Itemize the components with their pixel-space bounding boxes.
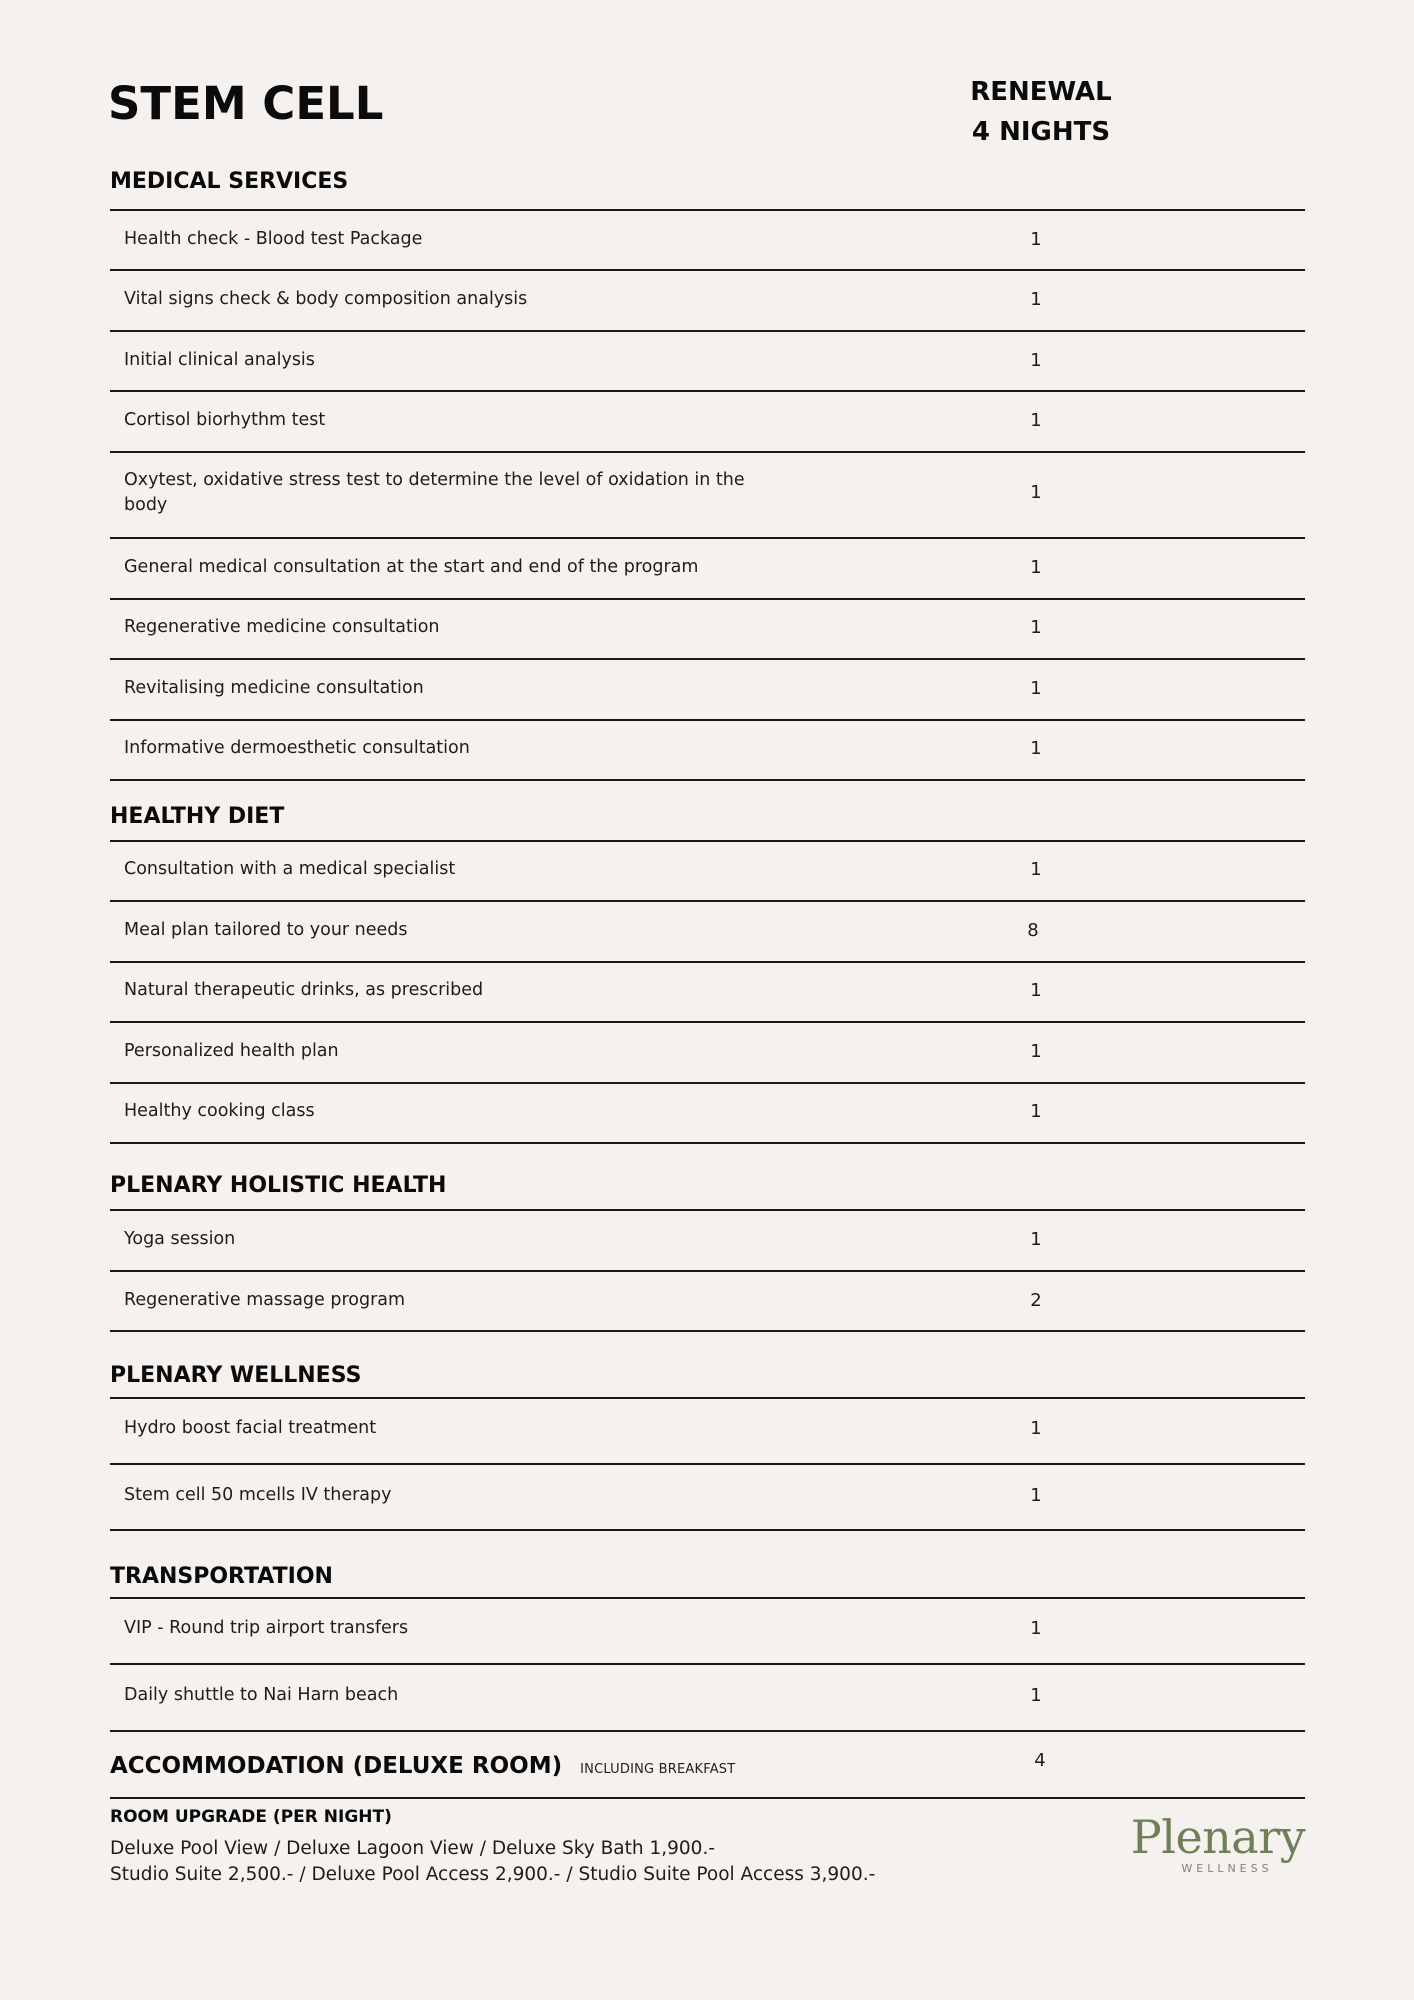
section-title-medical: MEDICAL SERVICES	[110, 169, 349, 194]
list-item-qty: 1	[1030, 557, 1042, 578]
divider	[110, 961, 1305, 963]
logo-subtitle: WELLNESS	[1181, 1862, 1273, 1875]
divider	[110, 209, 1305, 211]
list-item-label: Health check - Blood test Package	[124, 229, 423, 249]
list-item-label: Revitalising medicine consultation	[124, 678, 424, 698]
list-item-label: VIP - Round trip airport transfers	[124, 1618, 409, 1638]
list-item-label: Daily shuttle to Nai Harn beach	[124, 1685, 399, 1705]
list-item-qty: 8	[1027, 920, 1039, 941]
divider	[110, 1397, 1305, 1399]
column-header-program: RENEWAL	[970, 77, 1112, 107]
list-item-qty: 1	[1030, 1041, 1042, 1062]
accommodation-note: INCLUDING BREAKFAST	[580, 1762, 736, 1777]
divider	[110, 1082, 1305, 1084]
list-item-label: General medical consultation at the start and end of the program	[124, 557, 699, 577]
list-item-qty: 1	[1030, 617, 1042, 638]
divider	[110, 900, 1305, 902]
list-item-qty: 1	[1030, 289, 1042, 310]
list-item-qty: 1	[1030, 980, 1042, 1001]
divider	[110, 719, 1305, 721]
divider	[110, 537, 1305, 539]
divider	[110, 390, 1305, 392]
list-item-label: Hydro boost facial treatment	[124, 1418, 377, 1438]
divider	[110, 779, 1305, 781]
section-title-transport: TRANSPORTATION	[110, 1564, 333, 1589]
divider	[110, 1797, 1305, 1799]
upgrade-line-2: Studio Suite 2,500.- / Deluxe Pool Access 2,900.- / Studio Suite Pool Access 3,900.-	[110, 1864, 876, 1885]
upgrade-line-1: Deluxe Pool View / Deluxe Lagoon View / Deluxe Sky Bath 1,900.-	[110, 1838, 716, 1859]
list-item-label: Informative dermoesthetic consultation	[124, 738, 470, 758]
divider	[110, 1270, 1305, 1272]
section-title-accommodation	[110, 1751, 735, 1785]
divider	[110, 598, 1305, 600]
list-item-label: Vital signs check & body composition analysis	[124, 289, 528, 309]
list-item-label: Personalized health plan	[124, 1041, 339, 1061]
column-header-nights: 4 NIGHTS	[971, 117, 1111, 147]
list-item-qty: 1	[1030, 1418, 1042, 1439]
list-item-qty: 1	[1030, 1618, 1042, 1639]
list-item-qty: 1	[1030, 859, 1042, 880]
logo-wordmark: Plenary	[1130, 1810, 1306, 1864]
divider	[110, 330, 1305, 332]
section-title-diet: HEALTHY DIET	[110, 804, 285, 829]
divider	[110, 1021, 1305, 1023]
plenary-wellness-logo	[1128, 1812, 1308, 1876]
list-item-qty: 1	[1030, 1229, 1042, 1250]
list-item-qty: 2	[1030, 1290, 1042, 1311]
list-item-qty: 1	[1030, 482, 1042, 503]
divider	[110, 1529, 1305, 1531]
divider	[110, 1730, 1305, 1732]
list-item-qty: 1	[1030, 1485, 1042, 1506]
list-item-qty: 1	[1030, 1101, 1042, 1122]
divider	[110, 451, 1305, 453]
divider	[110, 1663, 1305, 1665]
divider	[110, 269, 1305, 271]
list-item-qty: 1	[1030, 410, 1042, 431]
list-item-qty: 1	[1030, 678, 1042, 699]
divider	[110, 1330, 1305, 1332]
page-title: STEM CELL	[108, 77, 384, 130]
list-item-label: Initial clinical analysis	[124, 350, 315, 370]
accommodation-qty: 4	[1034, 1750, 1046, 1771]
divider	[110, 1142, 1305, 1144]
list-item-label: Healthy cooking class	[124, 1101, 315, 1121]
divider	[110, 658, 1305, 660]
section-title-wellness: PLENARY WELLNESS	[110, 1363, 362, 1388]
accommodation-title: ACCOMMODATION (DELUXE ROOM)	[110, 1753, 563, 1779]
list-item-label: Stem cell 50 mcells IV therapy	[124, 1485, 392, 1505]
list-item-label: Regenerative massage program	[124, 1290, 406, 1310]
divider	[110, 1597, 1305, 1599]
list-item-label: Cortisol biorhythm test	[124, 410, 326, 430]
list-item-qty: 1	[1030, 1685, 1042, 1706]
upgrade-title: ROOM UPGRADE (PER NIGHT)	[110, 1807, 392, 1827]
column-header	[900, 72, 1182, 152]
section-title-holistic: PLENARY HOLISTIC HEALTH	[110, 1173, 447, 1198]
list-item-qty: 1	[1030, 738, 1042, 759]
list-item-qty: 1	[1030, 229, 1042, 250]
list-item-label: Meal plan tailored to your needs	[124, 920, 408, 940]
list-item-qty: 1	[1030, 350, 1042, 371]
list-item-label: Consultation with a medical specialist	[124, 859, 456, 879]
list-item-label: Regenerative medicine consultation	[124, 617, 440, 637]
divider	[110, 1209, 1305, 1211]
list-item-label: Natural therapeutic drinks, as prescribed	[124, 980, 484, 1000]
divider	[110, 840, 1305, 842]
divider	[110, 1463, 1305, 1465]
list-item-label: Yoga session	[124, 1229, 236, 1249]
list-item-label: Oxytest, oxidative stress test to determine the level of oxidation in the body	[124, 470, 745, 515]
